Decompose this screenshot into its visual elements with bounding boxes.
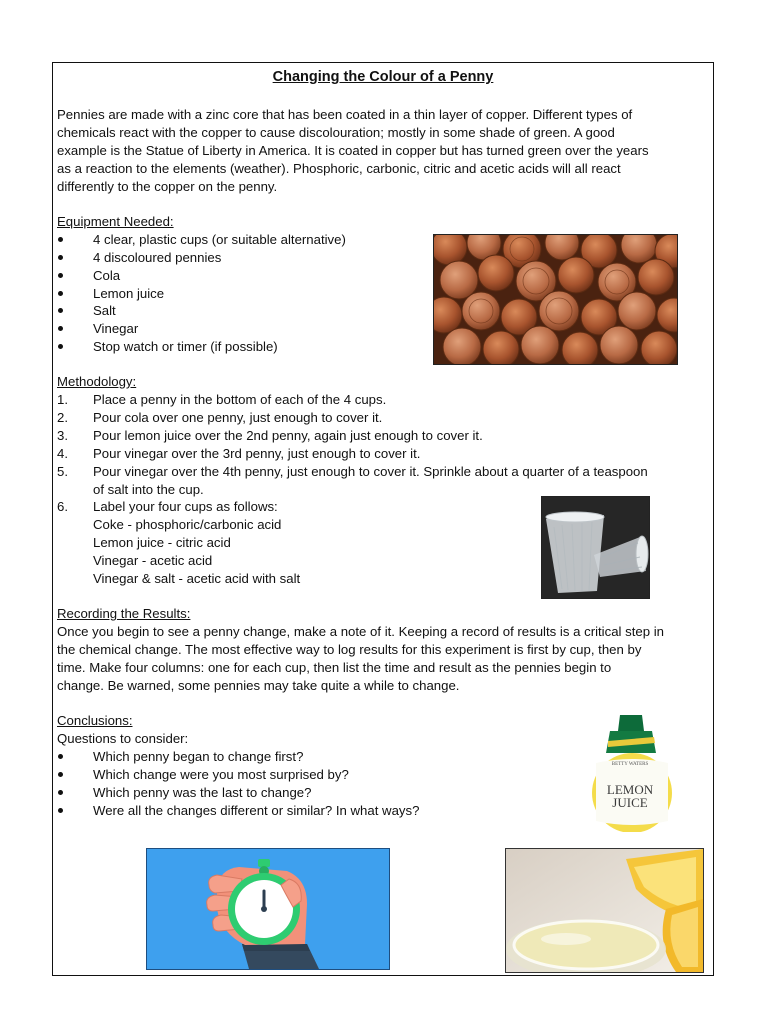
lemon-brand-text: BETTY WATERS <box>611 762 649 767</box>
methodology-heading: Methodology: <box>57 374 137 389</box>
intro-line-4: as a reaction to the elements (weather). Phosphoric, carbonic, citric and acetic acids will all react <box>57 161 621 176</box>
bullet-icon <box>58 344 63 349</box>
stopwatch-image <box>146 848 390 970</box>
lemon-juice-bottle-image <box>584 713 676 832</box>
bullet-icon <box>58 754 63 759</box>
recording-line-4: change. Be warned, some pennies may take quite a while to change. <box>57 678 460 693</box>
lemon-label-line-1: LEMON <box>606 782 654 797</box>
intro-line-3: example is the Statue of Liberty in America. It is coated in copper but has turned green over the years <box>57 143 649 158</box>
lemon-juice-bowl-image <box>505 848 704 973</box>
bullet-icon <box>58 808 63 813</box>
bullet-icon <box>58 326 63 331</box>
bullet-icon <box>58 790 63 795</box>
recording-heading: Recording the Results: <box>57 606 191 621</box>
bullet-icon <box>58 308 63 313</box>
plastic-cups-image <box>541 496 650 599</box>
recording-line-3: time. Make four columns: one for each cup, then list the time and result as the pennies begin to <box>57 660 612 675</box>
equipment-heading: Equipment Needed: <box>57 214 174 229</box>
conclusions-intro: Questions to consider: <box>57 731 189 746</box>
bullet-icon <box>58 772 63 777</box>
bullet-icon <box>58 273 63 278</box>
lemon-label-line-2: JUICE <box>612 795 648 810</box>
bullet-icon <box>58 255 63 260</box>
bullet-icon <box>58 237 63 242</box>
conclusions-heading: Conclusions: <box>57 713 133 728</box>
intro-line-5: differently to the copper on the penny. <box>57 179 278 194</box>
page-title: Changing the Colour of a Penny <box>272 69 494 85</box>
pennies-image <box>433 234 678 365</box>
recording-line-2: the chemical change. The most effective way to log results for this experiment is first by cup, then by <box>57 642 642 657</box>
recording-line-1: Once you begin to see a penny change, make a note of it. Keeping a record of results is a critical step in <box>57 624 664 639</box>
intro-line-1: Pennies are made with a zinc core that has been coated in a thin layer of copper. Different types of <box>57 107 633 122</box>
intro-line-2: chemicals react with the copper to cause discolouration; mostly in some shade of green. A good <box>57 125 615 140</box>
bullet-icon <box>58 291 63 296</box>
